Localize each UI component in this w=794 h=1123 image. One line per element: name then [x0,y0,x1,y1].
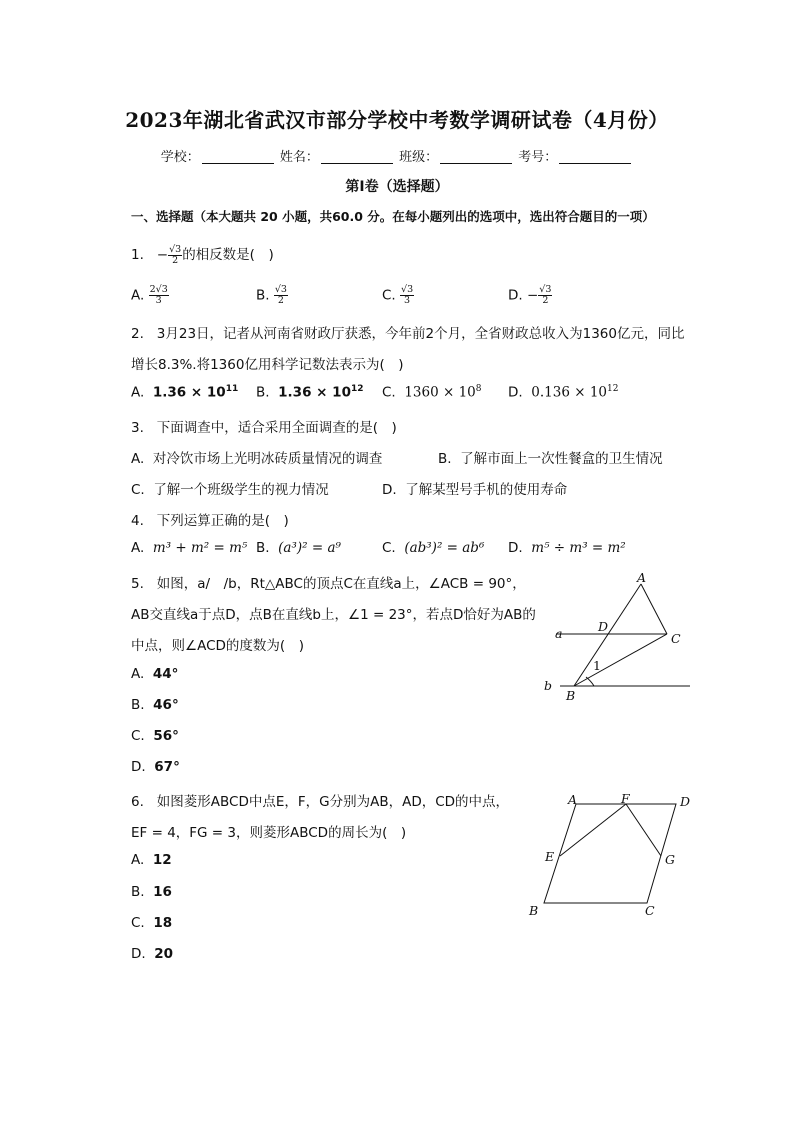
label-d: D [680,794,691,809]
q3-option-c[interactable]: C. 了解一个班级学生的视力情况 [131,482,329,498]
q6-option-d[interactable]: D. 20 [131,946,174,962]
label-a-vertex: A [637,570,647,585]
label-line-a: a [555,626,563,641]
question-text: 如图，a/ /b，Rt△ABC的顶点C在直线a上，∠ACB = 90°， [156,576,526,592]
question-2 [131,322,684,342]
q3-option-a[interactable]: A. 对冷饮市场上光明冰砖质量情况的调查 [131,451,383,467]
question-5-line-2: AB交直线a于点D，点B在直线b上，∠1 = 23°，若点D恰好为AB的 [131,607,536,623]
name-label: 姓名： [279,150,319,165]
class-label: 班级： [399,150,439,165]
segment-fg [626,804,661,856]
label-a: A [568,792,578,807]
label-g: G [665,852,675,867]
q4-option-b[interactable]: B. (a³)² = a⁹ [256,540,341,556]
question-text: 下面调查中，适合采用全面调查的是( ) [156,420,397,436]
question-number: 1. [131,247,144,263]
q1-option-d[interactable]: D. − $\frac{√3}{2}$ [508,284,552,306]
question-5 [131,572,526,592]
school-blank[interactable] [202,149,274,164]
student-info-line [0,146,794,165]
q4-option-d[interactable]: D. m⁵ ÷ m³ = m² [508,540,626,556]
q5-figure [536,570,706,710]
q3-option-d[interactable]: D. 了解某型号手机的使用寿命 [382,482,568,498]
question-4 [131,509,289,529]
label-e: E [545,849,555,864]
exam-no-blank[interactable] [559,149,631,164]
question-6-line-2: EF = 4，FG = 3，则菱形ABCD的周长为( ) [131,825,407,841]
segment-ac [641,584,667,634]
q2-option-d[interactable]: D. $0.136 \times 10^{12}$ [508,384,619,401]
q4-option-c[interactable]: C. (ab³)² = ab⁶ [382,540,485,556]
question-1 [131,243,274,266]
question-number: 2. [131,326,144,342]
label-c: C [645,903,655,918]
q4-option-a[interactable]: A. m³ + m² = m⁵ [131,540,248,556]
question-5-line-3: 中点，则∠ACD的度数为( ) [131,638,304,654]
question-number: 5. [131,576,144,592]
q1-option-a[interactable]: A. $\frac{2√3}{3}$ [131,284,168,306]
question-text: 3月23日，记者从河南省财政厅获悉，今年前2个月，全省财政总收入为1360亿元，同比 [156,326,685,342]
q6-option-c[interactable]: C. 18 [131,915,173,931]
q2-option-b[interactable]: B. $1.36 \times 10^{12}$ [256,384,364,401]
q5-option-c[interactable]: C. 56° [131,728,179,744]
q3-option-b[interactable]: B. 了解市面上一次性餐盒的卫生情况 [438,451,663,467]
question-2-line-2: 增长8.3%.将1360亿用科学记数法表示为( ) [131,357,404,373]
question-number: 6. [131,794,144,810]
class-blank[interactable] [440,149,512,164]
minus-sign: − [156,247,169,263]
question-text: 下列运算正确的是( ) [156,513,289,529]
label-line-b: b [544,678,553,693]
q1-option-b[interactable]: B. $\frac{√3}{2}$ [256,284,287,306]
q2-option-c[interactable]: C. $1360 \times 10^8$ [382,384,482,401]
q5-option-d[interactable]: D. 67° [131,759,180,775]
exam-title: 2023年湖北省武汉市部分学校中考数学调研试卷（4月份） [125,108,669,132]
q5-option-a[interactable]: A. 44° [131,666,179,682]
exam-no-label: 考号： [518,150,558,165]
section-heading: 一、选择题（本大题共 20 小题，共60.0 分。在每小题列出的选项中，选出符合题目的一项） [131,209,655,224]
question-3 [131,416,397,436]
question-text: 的相反数是( ) [182,247,274,263]
segment-ef [560,804,626,856]
question-text: 如图菱形ABCD中点E，F，G分别为AB，AD，CD的中点， [156,794,510,810]
part-title: 第I卷（选择题） [345,179,449,195]
label-angle-1: 1 [593,658,601,673]
q1-option-c[interactable]: C. $\frac{√3}{3}$ [382,284,414,306]
fraction: $\frac{√3}{2}$ [169,243,182,266]
label-f: F [621,791,630,806]
label-d: D [598,619,609,634]
angle-1-arc [586,677,594,686]
label-c: C [671,631,681,646]
name-blank[interactable] [321,149,393,164]
label-b: B [529,903,539,918]
segment-ab [574,584,641,686]
school-label: 学校： [160,150,200,165]
q6-option-a[interactable]: A. 12 [131,852,172,868]
question-6 [131,790,509,810]
q6-option-b[interactable]: B. 16 [131,884,172,900]
q6-figure [524,790,704,925]
question-number: 3. [131,420,144,436]
label-b-vertex: B [566,688,576,703]
q5-option-b[interactable]: B. 46° [131,697,179,713]
question-number: 4. [131,513,144,529]
q2-option-a[interactable]: A. $1.36 \times 10^{11}$ [131,384,239,401]
